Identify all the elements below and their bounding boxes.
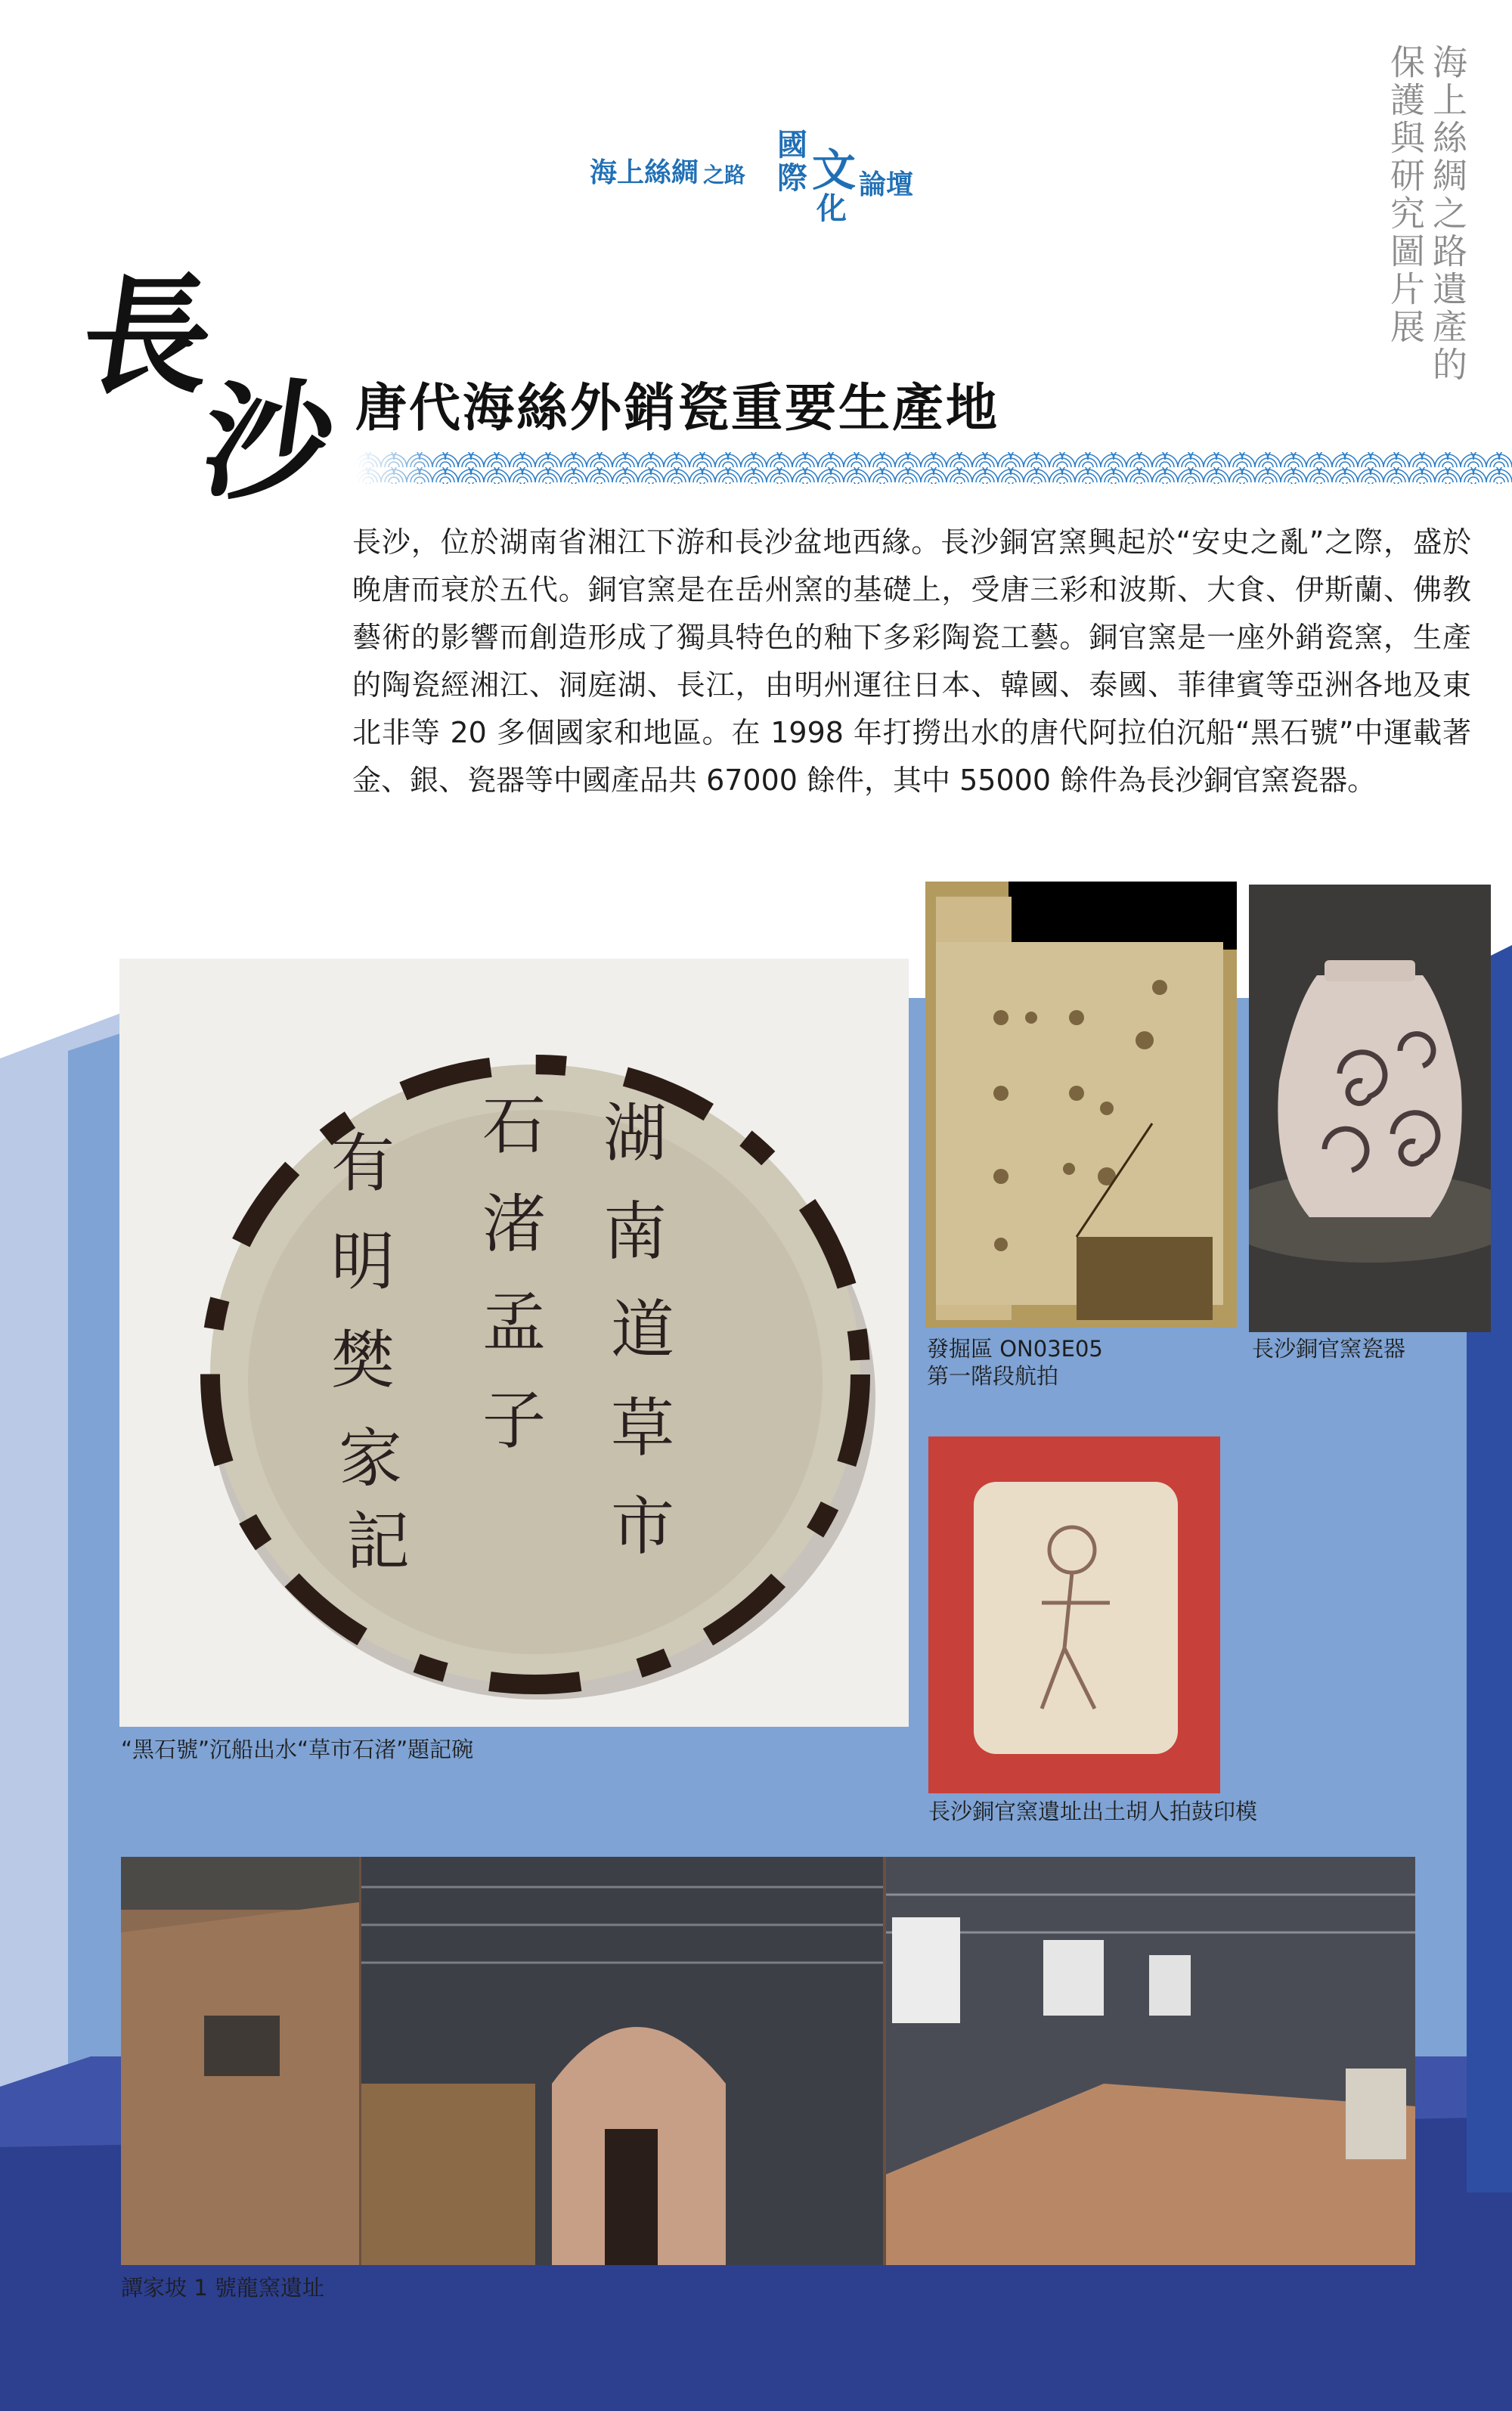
exhibition-title-line1: 海上絲綢之路遺產的 xyxy=(1427,44,1468,384)
porcelain-jar-photo xyxy=(1249,885,1491,1332)
intro-paragraph: 長沙，位於湖南省湘江下游和長沙盆地西緣。長沙銅宮窯興起於“安史之亂”之際，盛於晚唐而衰於五代。銅官窯是在岳州窯的基礎上，受唐三彩和波斯、大食、伊斯蘭、佛教藝術的影響而創造形成了獨具特色的釉下多彩陶瓷工藝。銅官窯是一座外銷瓷窯，生產的陶瓷經湘江、洞庭湖、長江，由明州運往日本、韓國、泰國、菲律賓等亞洲各地及東北非等 20 多個國家和地區。在 1998 年打撈出水的唐代阿拉伯沉船“黑石號”中運載著金、銀、瓷器等中國產品共 67000 餘件，其中 55000 餘件為長沙銅官窯瓷器。 xyxy=(352,525,1471,797)
svg-text:家: 家 xyxy=(339,1421,403,1495)
svg-text:孟: 孟 xyxy=(482,1285,547,1359)
caption-aerial-line1: 發掘區 ON03E05 xyxy=(927,1336,1103,1362)
caption-aerial-line2: 第一階段航拍 xyxy=(927,1363,1059,1389)
svg-text:明: 明 xyxy=(331,1225,395,1299)
svg-text:記: 記 xyxy=(346,1505,411,1579)
heading-char-chang: 長 xyxy=(72,261,223,412)
caption-kiln: 譚家坡 1 號龍窯遺址 xyxy=(121,2275,324,2301)
logo-text-wen: 文 xyxy=(812,144,857,196)
svg-text:子: 子 xyxy=(482,1384,547,1458)
forum-logo xyxy=(590,121,922,227)
aerial-excavation-photo xyxy=(925,882,1237,1328)
logo-text-maritime: 海上絲綢 xyxy=(590,157,699,188)
wave-divider xyxy=(355,452,1512,484)
dragon-kiln-site-photo xyxy=(121,1857,1415,2265)
inscribed-bowl-photo xyxy=(119,959,909,1727)
svg-text:道: 道 xyxy=(611,1293,675,1367)
svg-text:草: 草 xyxy=(611,1391,675,1465)
caption-jar: 長沙銅官窯瓷器 xyxy=(1252,1336,1406,1362)
logo-text-road: 之路 xyxy=(703,163,746,187)
drummer-mold-photo xyxy=(928,1436,1220,1793)
svg-text:渚: 渚 xyxy=(482,1187,547,1261)
logo-text-guo: 國 xyxy=(777,128,807,163)
svg-text:湖: 湖 xyxy=(603,1096,668,1170)
svg-text:樊: 樊 xyxy=(331,1323,395,1397)
svg-text:有: 有 xyxy=(331,1126,395,1201)
heading-char-sha: 沙 xyxy=(193,367,344,518)
svg-text:市: 市 xyxy=(611,1489,675,1563)
svg-text:南: 南 xyxy=(603,1195,668,1269)
caption-mold: 長沙銅官窯遺址出土胡人拍鼓印模 xyxy=(928,1799,1258,1824)
caption-bowl: “黑石號”沉船出水“草市石渚”題記碗 xyxy=(121,1737,474,1762)
exhibition-title-line2: 保護與研究圖片展 xyxy=(1385,44,1426,346)
page-subtitle: 唐代海絲外銷瓷重要生產地 xyxy=(355,379,1000,439)
logo-text-forum: 論壇 xyxy=(859,169,914,200)
logo-text-ji: 際 xyxy=(777,161,807,196)
logo-text-hua: 化 xyxy=(816,191,847,226)
svg-text:石: 石 xyxy=(482,1089,547,1163)
